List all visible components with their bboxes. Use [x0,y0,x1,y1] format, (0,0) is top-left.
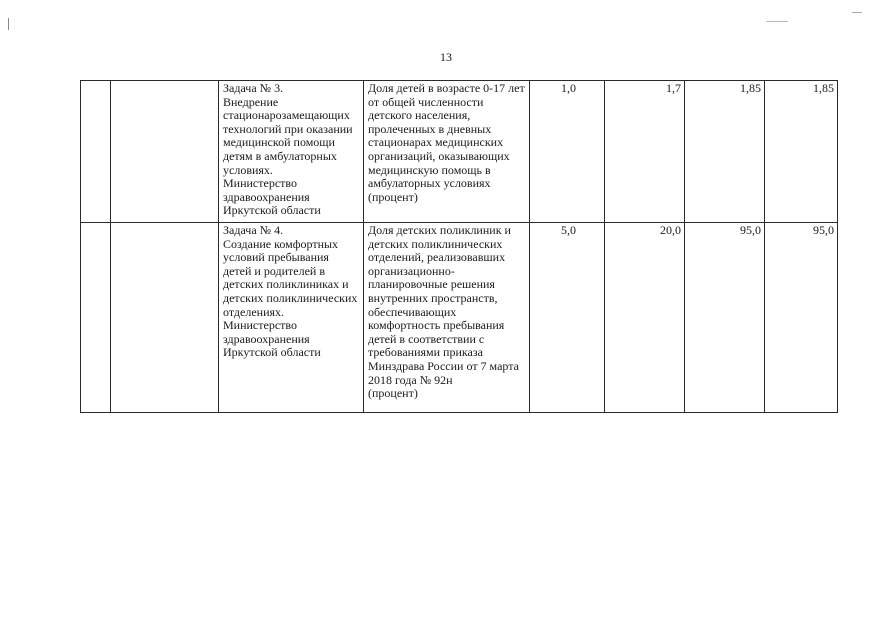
table-row [81,223,838,413]
task-description: Внедрение стационарозамещающих технологий при оказании медицинской помощи детям в амбулаторных условиях. [223,94,353,177]
indicator-text: Доля детей в возрасте 0-17 лет от общей численности детского населения, пролеченных в дневных стационарах медицинских организаций, оказывающих медицинскую помощь в амбулаторных условиях [368,81,525,191]
indicator-cell [364,81,530,223]
indicator-unit: (процент) [368,189,418,204]
row-number-cell [81,223,111,413]
empty-cell [111,81,219,223]
value-cell: 1,7 [605,81,685,223]
value-cell: 20,0 [605,223,685,413]
task-cell [219,81,364,223]
task-ministry: Министерство здравоохранения Иркутской области [223,176,321,218]
scan-artifact-line [852,12,862,13]
value-cell: 5,0 [530,223,605,413]
task-cell [219,223,364,413]
task-title: Задача № 3. [223,81,284,95]
value-cell: 1,85 [765,81,838,223]
indicator-table [80,80,838,413]
indicator-text: Доля детских поликлиник и детских поликлинических отделений, реализовавших организационно-планировочные решения внутренних пространств, обеспечивающих комфортность пребывания детей в соответствии с требованиями приказа Минздрава России от 7 марта 2018 года № 92н [368,223,519,387]
empty-cell [111,223,219,413]
task-ministry: Министерство здравоохранения Иркутской области [223,318,321,360]
indicator-unit: (процент) [368,386,418,401]
row-number-cell [81,81,111,223]
scan-artifact-line [766,21,788,22]
task-title: Задача № 4. [223,223,284,237]
value-cell: 1,0 [530,81,605,223]
value-cell: 95,0 [765,223,838,413]
task-description: Создание комфортных условий пребывания детей и родителей в детских поликлиниках и детских поликлинических отделениях. [223,236,358,319]
scan-artifact-mark [8,18,9,30]
page-number: 13 [440,50,452,64]
indicator-cell [364,223,530,413]
table-row [81,81,838,223]
value-cell: 95,0 [685,223,765,413]
value-cell: 1,85 [685,81,765,223]
